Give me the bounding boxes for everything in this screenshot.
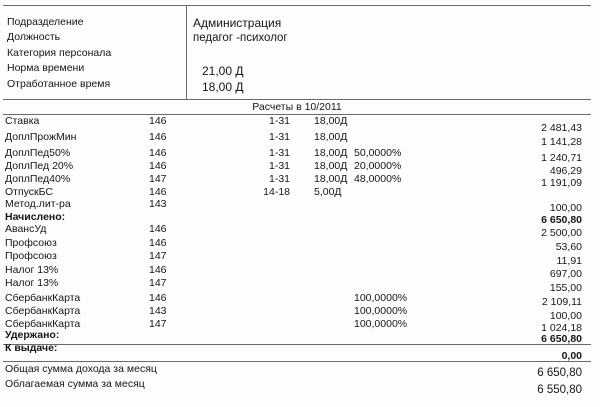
deduction-name: Профсоюз [5,250,57,262]
worked-time-value: 18,00 Д [202,80,244,94]
accrual-amount: 1 191,09 [541,177,582,189]
department-value: Администрация [193,16,282,30]
accrual-code: 146 [149,115,167,127]
deduction-name: СбербанкКарта [5,292,81,304]
deduction-amount: 100,00 [549,310,582,322]
accrual-percent: 50,0000% [354,147,402,159]
deduction-name: Профсоюз [5,237,57,249]
accrual-code: 147 [149,173,167,185]
accrual-days: 18,00Д [314,173,348,185]
withheld-total-label: Удержано: [5,329,60,341]
accrual-percent: 20,0000% [354,160,402,172]
deduction-code: 143 [149,305,167,317]
accrual-row [0,115,600,134]
accrual-amount: 2 481,43 [541,122,582,134]
taxable-amount-value: 6 550,80 [537,384,582,396]
deduction-row [0,305,600,322]
deduction-name: Налог 13% [5,264,59,276]
time-norm-value: 21,00 Д [202,64,244,78]
department-label: Подразделение [7,16,84,28]
total-income-amount: 6 650,80 [537,367,582,379]
deduction-name: СбербанкКарта [5,305,81,317]
footer-row [0,378,600,396]
accrual-name: ДоплПрожМин [5,131,77,143]
to-pay-amount: 0,00 [561,350,582,362]
deduction-percent: 100,0000% [354,292,408,304]
withheld-total-amount: 6 650,80 [541,333,582,345]
accrual-percent: 48,0000% [354,173,402,185]
accrual-name: ДоплПед 20% [5,160,74,172]
accrual-name: Метод.лит-ра [5,198,71,210]
divider [3,361,591,362]
accrual-days: 18,00Д [314,115,348,127]
deduction-amount: 155,00 [549,282,582,294]
to-pay-label: К выдаче: [5,342,58,354]
deduction-row [0,264,600,280]
payslip-header [3,5,591,100]
footer-row [0,363,600,379]
deduction-amount: 11,91 [556,255,582,267]
deduction-amount: 2 109,11 [541,296,582,308]
accrual-row [0,198,600,214]
deduction-name: СбербанкКарта [5,318,81,330]
accrual-row [0,131,600,148]
deduction-row [0,237,600,253]
deduction-code: 147 [149,250,167,262]
to-pay-row [0,342,600,362]
accrual-period: 1-31 [268,147,290,159]
accrual-row [0,160,600,177]
deduction-row [0,292,600,308]
deduction-amount: 2 500,00 [541,227,582,239]
accrual-code: 143 [149,198,167,210]
accrual-amount: 496,29 [549,165,582,177]
accrual-days: 18,00Д [314,131,348,143]
accrual-row [0,147,600,164]
accrued-total-amount: 6 650,80 [541,214,582,226]
deduction-percent: 100,0000% [354,318,408,330]
deduction-amount: 1 024,18 [541,322,582,334]
deduction-row [0,223,600,239]
deduction-name: АвансУд [5,223,47,235]
category-label: Категория персонала [7,47,112,59]
accrual-name: ОтпускБС [5,186,53,198]
position-value: педагог -психолог [193,32,288,44]
header-divider [186,6,187,100]
deduction-percent: 100,0000% [354,305,408,317]
deduction-code: 146 [149,292,167,304]
accrual-amount: 1 240,71 [541,152,582,164]
accrued-total-label: Начислено: [5,211,66,223]
accrual-period: 14-18 [263,186,290,198]
worked-time-label: Отработанное время [7,78,111,90]
accrual-code: 146 [149,186,167,198]
accrual-period: 1-31 [268,131,290,143]
accrual-amount: 1 141,28 [541,136,582,148]
accrual-period: 1-31 [268,115,290,127]
accrual-code: 146 [149,147,167,159]
accrual-name: ДоплПед50% [5,147,71,159]
accrual-period: 1-31 [268,160,290,172]
accrual-amount: 100,00 [549,202,582,214]
withheld-total-row [0,329,600,345]
deduction-code: 147 [149,277,167,289]
accrual-days: 18,00Д [314,147,348,159]
deduction-code: 146 [149,223,167,235]
deduction-row [0,250,600,267]
accrual-row [0,173,600,189]
accrual-code: 146 [149,160,167,172]
accrual-name: ДоплПед40% [5,173,71,185]
accrual-name: Ставка [5,115,40,127]
deduction-name: Налог 13% [5,277,59,289]
deduction-row [0,277,600,294]
deduction-code: 147 [149,318,167,330]
deduction-code: 146 [149,237,167,249]
accrual-days: 18,00Д [314,160,348,172]
deduction-code: 146 [149,264,167,276]
time-norm-label: Норма времени [7,62,85,74]
taxable-amount-label: Облагаемая сумма за месяц [5,378,145,390]
accrual-period: 1-31 [268,173,290,185]
deduction-amount: 697,00 [549,268,582,280]
deduction-amount: 53,60 [555,241,582,253]
section-title: Расчеты в 10/2011 [3,99,591,115]
total-income-label: Общая сумма дохода за месяц [5,363,157,375]
accrual-days: 5,00Д [314,186,342,198]
position-label: Должность [7,31,61,43]
accrual-code: 146 [149,131,167,143]
